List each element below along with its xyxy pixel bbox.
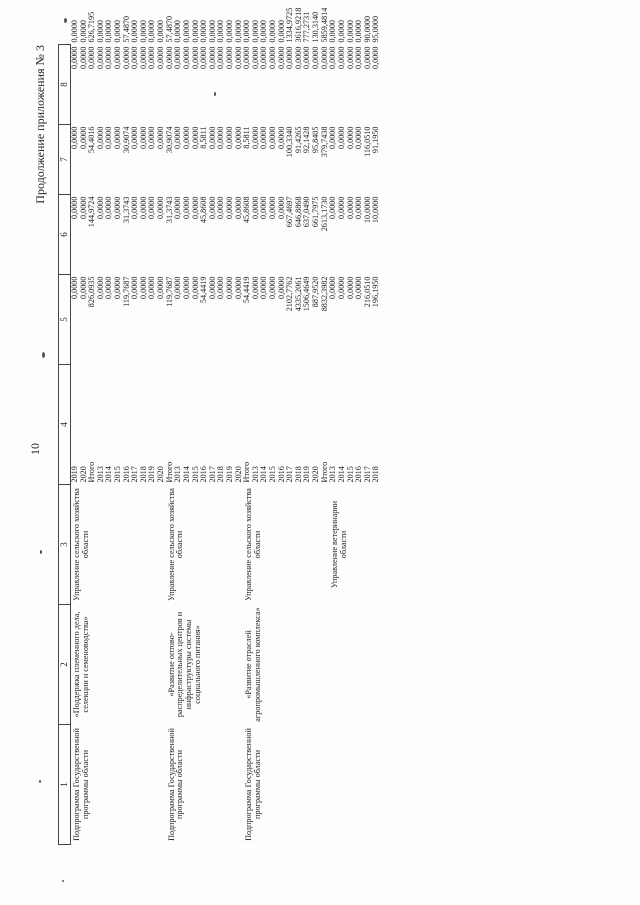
year-cell: 2015 xyxy=(345,466,355,483)
amount-cell: 0,0000 xyxy=(250,126,260,150)
year-cell: 2016 xyxy=(199,466,209,483)
year-cell: 2013 xyxy=(328,466,338,483)
amount-cell: 45,8608 xyxy=(199,196,209,224)
amount-cell: 196,1950 xyxy=(371,276,381,308)
amount-cell: 379,7438 xyxy=(319,126,329,158)
amount-cell: 0,0000 xyxy=(319,46,329,70)
amount-cell: 0,0000 xyxy=(207,276,217,300)
amount-cell: 0,0000 xyxy=(336,196,346,220)
amount-cell: 54,4419 xyxy=(242,276,252,304)
amount-cell: 661,7975 xyxy=(311,196,321,228)
amount-cell: 0,0000 xyxy=(113,276,123,300)
header-cell: 5 xyxy=(59,275,71,365)
header-cell: 3 xyxy=(59,485,71,605)
amount-cell: 0,0000 xyxy=(207,46,217,70)
amount-cell: 0,0000 xyxy=(87,46,97,70)
program-label xyxy=(329,725,381,845)
table-body xyxy=(71,45,381,845)
amount-cell: 0,0000 xyxy=(207,126,217,150)
amount-cell: 0,0000 xyxy=(173,276,183,300)
amount-cell: 0,0000 xyxy=(216,46,226,70)
amount-cell: 0,0000 xyxy=(156,196,166,220)
amount-cell: 0,0000 xyxy=(138,196,148,220)
year-cell: 2017 xyxy=(130,466,140,483)
responsible-executor: Управление ветеринарии области xyxy=(330,500,348,589)
amount-cell: 8,5811 xyxy=(242,126,252,149)
amount-cell: 0,0000 xyxy=(181,276,191,300)
year-cell: 2015 xyxy=(190,466,200,483)
amount-cell: 0,0000 xyxy=(181,126,191,150)
amount-cell: 0,0000 xyxy=(250,46,260,70)
amount-cell: 0,0000 xyxy=(130,196,140,220)
amount-cell: 0,0000 xyxy=(259,126,269,150)
header-cell: 6 xyxy=(59,195,71,275)
amount-cell: 0,0000 xyxy=(354,46,364,70)
amount-cell: 0,0000 xyxy=(70,276,79,300)
amount-cell: 0,0000 xyxy=(104,126,114,150)
amount-cell: 0,0000 xyxy=(190,196,200,220)
amount-cell: 0,0000 xyxy=(147,126,157,150)
amount-cell: 95,8405 xyxy=(311,126,321,154)
header-cell: 4 xyxy=(59,365,71,485)
scan-speck xyxy=(39,780,41,783)
amount-cell: 0,0000 xyxy=(190,126,200,150)
amount-cell: 0,0000 xyxy=(78,46,88,70)
amount-cell: 1506,4649 xyxy=(302,276,312,312)
amount-cell: 0,0000 xyxy=(138,126,148,150)
amount-cell: 0,0000 xyxy=(328,196,338,220)
year-cell: 2019 xyxy=(302,466,312,483)
amount-cell: 216,0510 xyxy=(362,276,372,308)
amount-cell: 0,0000 xyxy=(181,46,191,70)
header-cell: 1 xyxy=(59,725,71,845)
scan-speck xyxy=(42,352,45,358)
amount-cell: 646,8868 xyxy=(293,196,303,228)
amount-cell: 8832,3982 xyxy=(319,276,329,312)
amount-cell: 0,0000 xyxy=(345,196,355,220)
year-cell: Итого xyxy=(319,461,329,483)
year-cell: 2018 xyxy=(371,466,381,483)
year-cell: 2020 xyxy=(311,466,321,483)
year-cell: 2020 xyxy=(233,466,243,483)
amount-cell: 0,0000 xyxy=(250,276,260,300)
amount-cell: 54,4016 xyxy=(87,126,97,154)
amount-cell: 91,1950 xyxy=(371,126,381,154)
year-cell: 2019 xyxy=(147,466,157,483)
amount-cell: 0,0000 xyxy=(259,276,269,300)
amount-cell: 0,0000 xyxy=(259,46,269,70)
amount-cell: 0,0000 xyxy=(224,276,234,300)
header-cell: 8 xyxy=(59,45,71,125)
table-row xyxy=(166,45,175,845)
amount-cell: 0,0000 xyxy=(328,126,338,150)
header-cell: 2 xyxy=(59,605,71,725)
amount-cell: 4335,2061 xyxy=(293,276,303,312)
amount-cell: 0,0000 xyxy=(311,46,321,70)
amount-cell: 667,4697 xyxy=(285,196,295,228)
amount-cell: 31,3743 xyxy=(121,196,131,224)
amount-cell: 0,0000 xyxy=(130,46,140,70)
amount-cell: 0,0000 xyxy=(156,46,166,70)
amount-cell: 0,0000 xyxy=(268,126,278,150)
amount-cell: 0,0000 xyxy=(250,196,260,220)
amount-cell: 10,0000 xyxy=(362,196,372,224)
program-label: Подпрограмма Государственной программы области xyxy=(244,728,262,841)
year-cell: 2014 xyxy=(181,466,191,483)
amount-cell: 0,0000 xyxy=(156,126,166,150)
year-cell: 2014 xyxy=(104,466,114,483)
amount-cell: 0,0000 xyxy=(70,46,79,70)
table-header xyxy=(59,45,71,845)
amount-cell: 0,0000 xyxy=(207,196,217,220)
amount-cell: 91,4265 xyxy=(293,126,303,154)
amount-cell: 0,0000 xyxy=(268,196,278,220)
amount-cell: 0,0000 xyxy=(78,276,88,300)
amount-cell: 0,0000 xyxy=(276,276,286,300)
year-cell: Итого xyxy=(164,461,174,483)
amount-cell: 8,5811 xyxy=(199,126,209,149)
amount-cell: 2613,1730 xyxy=(319,196,329,232)
amount-cell: 45,8608 xyxy=(242,196,252,224)
amount-cell: 0,0000 xyxy=(156,276,166,300)
amount-cell: 0,0000 xyxy=(130,276,140,300)
amount-cell: 0,0000 xyxy=(345,126,355,150)
amount-cell: 0,0000 xyxy=(190,46,200,70)
amount-cell: 0,0000 xyxy=(173,126,183,150)
amount-cell: 0,0000 xyxy=(190,276,200,300)
table-row xyxy=(329,45,338,845)
responsible-executor: Управление сельского хозяйства области xyxy=(72,488,90,601)
responsible-executor: Управление сельского хозяйства области xyxy=(166,488,185,601)
amount-cell: 2102,7762 xyxy=(285,276,295,312)
amount-cell: 0,0000 xyxy=(70,126,79,150)
amount-cell: 0,0000 xyxy=(233,276,243,300)
amount-cell: 0,0000 xyxy=(224,196,234,220)
amount-cell: 0,0000 xyxy=(95,46,105,70)
amount-cell: 144,9724 xyxy=(87,196,97,228)
amount-cell: 30,9074 xyxy=(121,126,131,154)
amount-cell: 0,0000 xyxy=(285,46,295,70)
scan-speck xyxy=(62,880,64,882)
amount-cell: 0,0000 xyxy=(345,46,355,70)
year-cell: 2015 xyxy=(268,466,278,483)
year-cell: 2014 xyxy=(336,466,346,483)
year-cell: 2013 xyxy=(95,466,105,483)
amount-cell: 0,0000 xyxy=(164,46,174,70)
amount-cell: 0,0000 xyxy=(293,46,303,70)
subprogram-name: «Поддержка племенного дела, селекции и семеноводства» xyxy=(72,611,90,718)
amount-cell: 0,0000 xyxy=(354,276,364,300)
amount-cell: 0,0000 xyxy=(216,126,226,150)
subprogram-name xyxy=(329,605,381,725)
amount-cell: 0,0000 xyxy=(104,276,114,300)
amount-cell: 0,0000 xyxy=(138,276,148,300)
amount-cell: 0,0000 xyxy=(268,46,278,70)
subprogram-name: «Развитие отраслей агропромышленного комплекса» xyxy=(244,607,262,722)
amount-cell: 0,0000 xyxy=(95,196,105,220)
year-cell: 2018 xyxy=(138,466,148,483)
amount-cell: 92,1428 xyxy=(302,126,312,154)
amount-cell: 0,0000 xyxy=(95,126,105,150)
subprogram-name: «Развитие оптово-распределительных центров и инфраструктуры системы социального питания» xyxy=(166,611,202,718)
table-row xyxy=(71,45,80,845)
amount-cell: 0,0000 xyxy=(113,196,123,220)
scan-speck xyxy=(64,18,67,23)
scan-speck xyxy=(40,550,42,554)
program-label: Подпрограмма Государственной программы области xyxy=(72,728,90,841)
program-label: Подпрограмма Государственной программы области xyxy=(166,728,185,841)
amount-cell: 100,3340 xyxy=(285,126,295,158)
continuation-note: Продолжение приложения № 3 xyxy=(33,45,47,204)
page-number: 10 xyxy=(28,443,42,455)
amount-cell: 0,0000 xyxy=(233,46,243,70)
table-row xyxy=(243,45,252,845)
amount-cell: 0,0000 xyxy=(242,46,252,70)
amount-cell: 826,0935 xyxy=(87,276,97,308)
amount-cell: 0,0000 xyxy=(130,126,140,150)
amount-cell: 0,0000 xyxy=(104,196,114,220)
amount-cell: 0,0000 xyxy=(199,46,209,70)
amount-cell: 0,0000 xyxy=(345,276,355,300)
amount-cell: 116,0510 xyxy=(362,126,372,157)
amount-cell: 0,0000 xyxy=(336,126,346,150)
amount-cell: 0,0000 xyxy=(181,196,191,220)
year-cell: Итого xyxy=(87,461,97,483)
amount-cell: 0,0000 xyxy=(371,46,381,70)
amount-cell: 0,0000 xyxy=(104,46,114,70)
amount-cell: 0,0000 xyxy=(138,46,148,70)
amount-cell: 0,0000 xyxy=(354,196,364,220)
amount-cell: 0,0000 xyxy=(259,196,269,220)
amount-cell: 0,0000 xyxy=(336,276,346,300)
amount-cell: 0,0000 xyxy=(336,46,346,70)
year-cell: 2016 xyxy=(276,466,286,483)
amount-cell: 637,0490 xyxy=(302,196,312,228)
amount-cell: 31,3743 xyxy=(164,196,174,224)
amount-cell: 0,0000 xyxy=(302,46,312,70)
amount-cell: 0,0000 xyxy=(276,126,286,150)
amount-cell: 0,0000 xyxy=(147,276,157,300)
header-cell: 7 xyxy=(59,125,71,195)
amount-cell: 0,0000 xyxy=(121,46,131,70)
amount-cell: 0,0000 xyxy=(362,46,372,70)
year-cell: 2018 xyxy=(293,466,303,483)
amount-cell: 0,0000 xyxy=(78,126,88,150)
year-cell: 2014 xyxy=(259,466,269,483)
amount-cell: 0,0000 xyxy=(216,196,226,220)
amount-cell: 887,9520 xyxy=(311,276,321,308)
amount-cell: 0,0000 xyxy=(70,196,79,220)
year-cell: 2013 xyxy=(250,466,260,483)
year-cell: 2019 xyxy=(224,466,234,483)
amount-cell: 0,0000 xyxy=(233,126,243,150)
year-cell: 2019 xyxy=(70,466,79,483)
amount-cell: 0,0000 xyxy=(224,46,234,70)
amount-cell: 0,0000 xyxy=(147,196,157,220)
year-cell: 2013 xyxy=(173,466,183,483)
year-cell: 2016 xyxy=(121,466,131,483)
amount-cell: 54,4419 xyxy=(199,276,209,304)
year-cell: 2016 xyxy=(354,466,364,483)
year-cell: Итого xyxy=(242,461,252,483)
amount-cell: 119,7687 xyxy=(121,276,131,307)
amount-cell: 30,9074 xyxy=(164,126,174,154)
amount-cell: 0,0000 xyxy=(147,46,157,70)
amount-cell: 0,0000 xyxy=(113,46,123,70)
year-cell: 2020 xyxy=(156,466,166,483)
year-cell: 2017 xyxy=(285,466,295,483)
amount-cell: 119,7687 xyxy=(164,276,174,307)
year-cell: 2020 xyxy=(78,466,88,483)
amount-cell: 0,0000 xyxy=(328,276,338,300)
rotated-document-page xyxy=(28,45,538,845)
amount-cell: 0,0000 xyxy=(78,196,88,220)
amount-cell: 0,0000 xyxy=(95,276,105,300)
year-cell: 2017 xyxy=(362,466,372,483)
amount-cell: 0,0000 xyxy=(276,46,286,70)
amount-cell: 0,0000 xyxy=(328,46,338,70)
amount-cell: 0,0000 xyxy=(224,126,234,150)
year-cell: 2015 xyxy=(113,466,123,483)
amount-cell: 0,0000 xyxy=(268,276,278,300)
amount-cell: 0,0000 xyxy=(354,126,364,150)
amount-cell: 0,0000 xyxy=(173,46,183,70)
amount-cell: 0,0000 xyxy=(113,126,123,150)
amount-cell: 0,0000 xyxy=(173,196,183,220)
budget-table xyxy=(58,45,381,846)
amount-cell: 0,0000 xyxy=(276,196,286,220)
year-cell: 2017 xyxy=(207,466,217,483)
amount-cell: 0,0000 xyxy=(233,196,243,220)
amount-cell: 0,0000 xyxy=(216,276,226,300)
amount-cell: 10,0000 xyxy=(371,196,381,224)
year-cell: 2018 xyxy=(216,466,226,483)
responsible-executor: Управление сельского хозяйства области xyxy=(244,488,262,601)
